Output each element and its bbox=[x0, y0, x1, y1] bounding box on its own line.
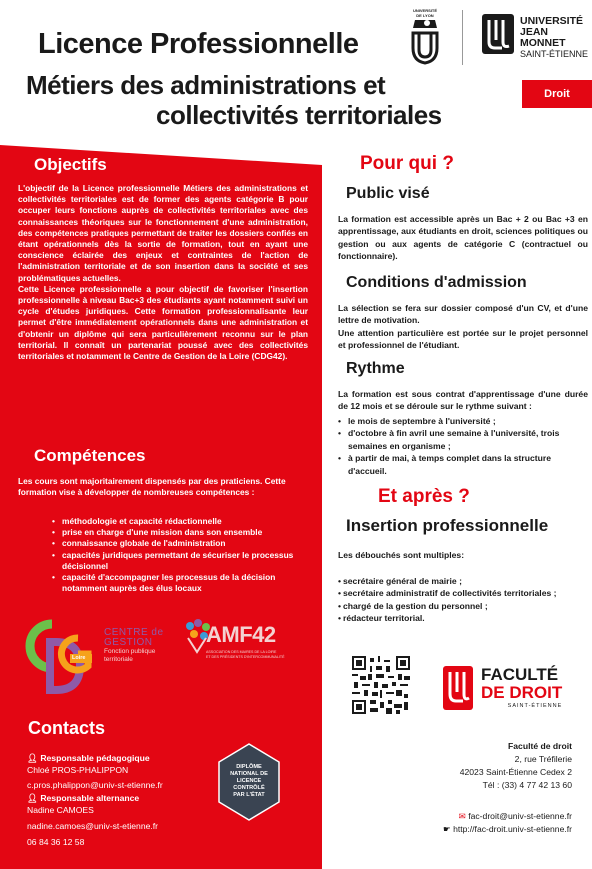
faculte-email[interactable]: fac-droit@univ-st-etienne.fr bbox=[468, 811, 572, 821]
address-street: 2, rue Tréfilerie bbox=[514, 754, 572, 764]
objectifs-text bbox=[18, 183, 308, 362]
list-item: • méthodologie et capacité rédactionnelle bbox=[52, 516, 222, 526]
badge-line-2: NATIONAL DE bbox=[230, 771, 268, 777]
list-item: • capacité d'accompagner les processus de la décision notamment auprès des élus locaux bbox=[52, 572, 276, 594]
list-item: • à partir de mai, à temps complet dans la structure d'accueil. bbox=[338, 453, 551, 476]
contact-name-1: Chloé PROS-PHALIPPON bbox=[27, 765, 129, 776]
ujm-logo bbox=[480, 8, 590, 63]
contacts-block bbox=[27, 752, 217, 848]
badge-line-1: DIPLÔME bbox=[236, 764, 262, 770]
rythme-heading: Rythme bbox=[346, 360, 405, 377]
public-vise-text: La formation est accessible après un Bac + 2 ou Bac +3 en apprentissage, aux étudiants en droit, sciences politiques ou gestion ou aux agents de catégorie C (contractuel ou fonctionnaire). bbox=[338, 214, 588, 262]
competences-intro: Les cours sont majoritairement dispensés par des praticiens. Cette formation vise à développer de nombreuses compétences : bbox=[18, 476, 286, 498]
insertion-intro: Les débouchés sont multiples: bbox=[338, 550, 465, 560]
fac-line-1: FACULTÉ bbox=[481, 665, 559, 684]
conditions-paragraph-2: Une attention particulière est portée sur le projet personnel et professionnel de l'étudiant. bbox=[338, 327, 588, 351]
et-apres-heading: Et après ? bbox=[378, 486, 470, 507]
svg-text:DE LYON: DE LYON bbox=[416, 13, 434, 18]
subtitle-line-2: collectivités territoriales bbox=[156, 100, 442, 130]
ujm-line-1: UNIVERSITÉ bbox=[520, 15, 584, 27]
list-item: • capacités juridiques permettant de sécuriser le processus décisionnel bbox=[52, 549, 294, 571]
public-vise-heading: Public visé bbox=[346, 185, 430, 202]
fac-line-2: DE DROIT bbox=[481, 683, 563, 702]
conditions-text bbox=[338, 302, 588, 352]
objectifs-heading: Objectifs bbox=[34, 155, 107, 174]
mail-icon: ✉︎ bbox=[458, 811, 466, 821]
contact-role-1: Responsable pédagogique bbox=[40, 753, 150, 763]
objectifs-paragraph-2: Cette Licence professionnelle a pour objectif de favoriser l'insertion professionnelle à niveau Bac+3 des étudiants ayant notamment suivi un cycle d'études juridiques. Cette formation professionnalisante leur permet d'être immédiatement opérationnels dans une administration et d'obtenir un diplôme qui sera particulièrement reconnu sur le plan territorial. Il connaît un partenariat poussé avec des collectivités territoriales et notamment le Centre de Gestion de la Loire (CDG42). bbox=[18, 283, 308, 362]
address-city: 42023 Saint-Étienne Cedex 2 bbox=[459, 767, 572, 777]
list-item: • chargé de la gestion du personnel ; bbox=[338, 600, 488, 611]
amf-sub-1: ASSOCIATION DES MAIRES DE LA LOIRE bbox=[206, 650, 277, 654]
insertion-heading: Insertion professionnelle bbox=[346, 516, 549, 535]
cdg-line-3: Fonction publique bbox=[104, 648, 156, 655]
list-item: • secrétaire général de mairie ; bbox=[338, 576, 462, 586]
qr-code[interactable] bbox=[352, 656, 410, 714]
rythme-intro: La formation est sous contrat d'apprentissage d'une durée de 12 mois et se déroule sur le rythme suivant : bbox=[338, 389, 588, 412]
list-item: • le mois de septembre à l'université ; bbox=[338, 416, 496, 426]
cdg-line-2: GESTION bbox=[104, 637, 153, 648]
conditions-heading: Conditions d'admission bbox=[346, 274, 527, 291]
rythme-list bbox=[338, 415, 588, 477]
cdg-logo bbox=[22, 618, 172, 698]
cursor-icon: ☛︎ bbox=[442, 824, 451, 834]
page-title: Licence Professionnelle bbox=[38, 28, 359, 60]
subtitle-line-1: Métiers des administrations et bbox=[26, 70, 386, 100]
amf-name: AMF42 bbox=[206, 622, 276, 647]
objectifs-paragraph-1: L'objectif de la Licence professionnelle Métiers des administrations et collectivités territoriales est de former des agents catégorie B pour occuper leurs fonctions auprès de collectivités territoriales avec des connaissances théoriques sur le fonctionnement d'une administration, des compétences pratiques permettant de traiter les dossiers confiés en étant opérationnels dès la sortie de formation, tout en ayant une conscience éclairée des enjeux et contraintes de l'action de l'administration territoriale et de son insertion dans la société et ses problématiques actuelles. bbox=[18, 183, 308, 283]
cdg-line-4: territoriale bbox=[104, 656, 133, 663]
conditions-paragraph-1: La sélection se fera sur dossier composé d'un CV, et d'une lettre de motivation. bbox=[338, 303, 588, 326]
ujm-line-3: SAINT-ÉTIENNE bbox=[520, 49, 589, 59]
faculte-url[interactable]: http://fac-droit.univ-st-etienne.fr bbox=[453, 824, 572, 834]
badge-line-4: CONTRÔLÉ bbox=[233, 785, 265, 791]
contact-role-2: Responsable alternance bbox=[40, 792, 140, 803]
competences-heading: Compétences bbox=[34, 446, 146, 465]
contact-name-2: Nadine CAMOES bbox=[27, 804, 94, 815]
pour-qui-heading: Pour qui ? bbox=[360, 153, 454, 174]
list-item: • d'octobre à fin avril une semaine à l'université, trois semaines en organisme ; bbox=[338, 428, 560, 451]
contacts-heading: Contacts bbox=[28, 718, 106, 738]
ujm-line-2: JEAN MONNET bbox=[520, 26, 566, 49]
universite-de-lyon-logo bbox=[405, 6, 445, 66]
cdg-loire: Loire bbox=[72, 655, 86, 661]
svg-text:UNIVERSITÉ: UNIVERSITÉ bbox=[412, 8, 438, 13]
fac-line-3: SAINT-ÉTIENNE bbox=[507, 703, 563, 709]
address-name: Faculté de droit bbox=[508, 741, 572, 751]
insertion-list bbox=[338, 575, 588, 625]
address-tel: Tél : (33) 4 77 42 13 60 bbox=[482, 780, 572, 790]
competences-list bbox=[52, 516, 307, 594]
logo-divider bbox=[462, 10, 463, 65]
badge-line-5: PAR L'ÉTAT bbox=[233, 792, 265, 798]
amf42-logo bbox=[182, 618, 312, 678]
page-subtitle bbox=[26, 70, 506, 130]
contact-phone-2: 06 84 36 12 58 bbox=[27, 837, 85, 848]
user-icon: 👤︎ bbox=[27, 753, 38, 763]
contact-email-2[interactable]: nadine.camoes@univ-st-etienne.fr bbox=[27, 821, 159, 832]
contact-email-1[interactable]: c.pros.phalippon@univ-st-etienne.fr bbox=[27, 780, 163, 791]
faculte-address bbox=[400, 740, 572, 792]
list-item: • prise en charge d'une mission dans son ensemble bbox=[52, 527, 263, 538]
cdg-line-1: CENTRE de bbox=[104, 627, 164, 638]
user-icon: 👤︎ bbox=[27, 792, 38, 803]
badge-line-3: LICENCE bbox=[236, 778, 262, 784]
diplome-badge bbox=[215, 742, 283, 822]
faculte-de-droit-logo bbox=[443, 660, 578, 720]
list-item: • connaissance globale de l'administration bbox=[52, 538, 226, 549]
list-item: • rédacteur territorial. bbox=[338, 613, 425, 624]
faculte-links bbox=[400, 810, 572, 836]
droit-tag: Droit bbox=[522, 80, 592, 108]
amf-sub-2: ET DES PRÉSIDENTS D'INTERCOMMUNALITÉ bbox=[206, 655, 285, 659]
list-item: • secrétaire administratif de collectivités territoriales ; bbox=[338, 588, 557, 599]
